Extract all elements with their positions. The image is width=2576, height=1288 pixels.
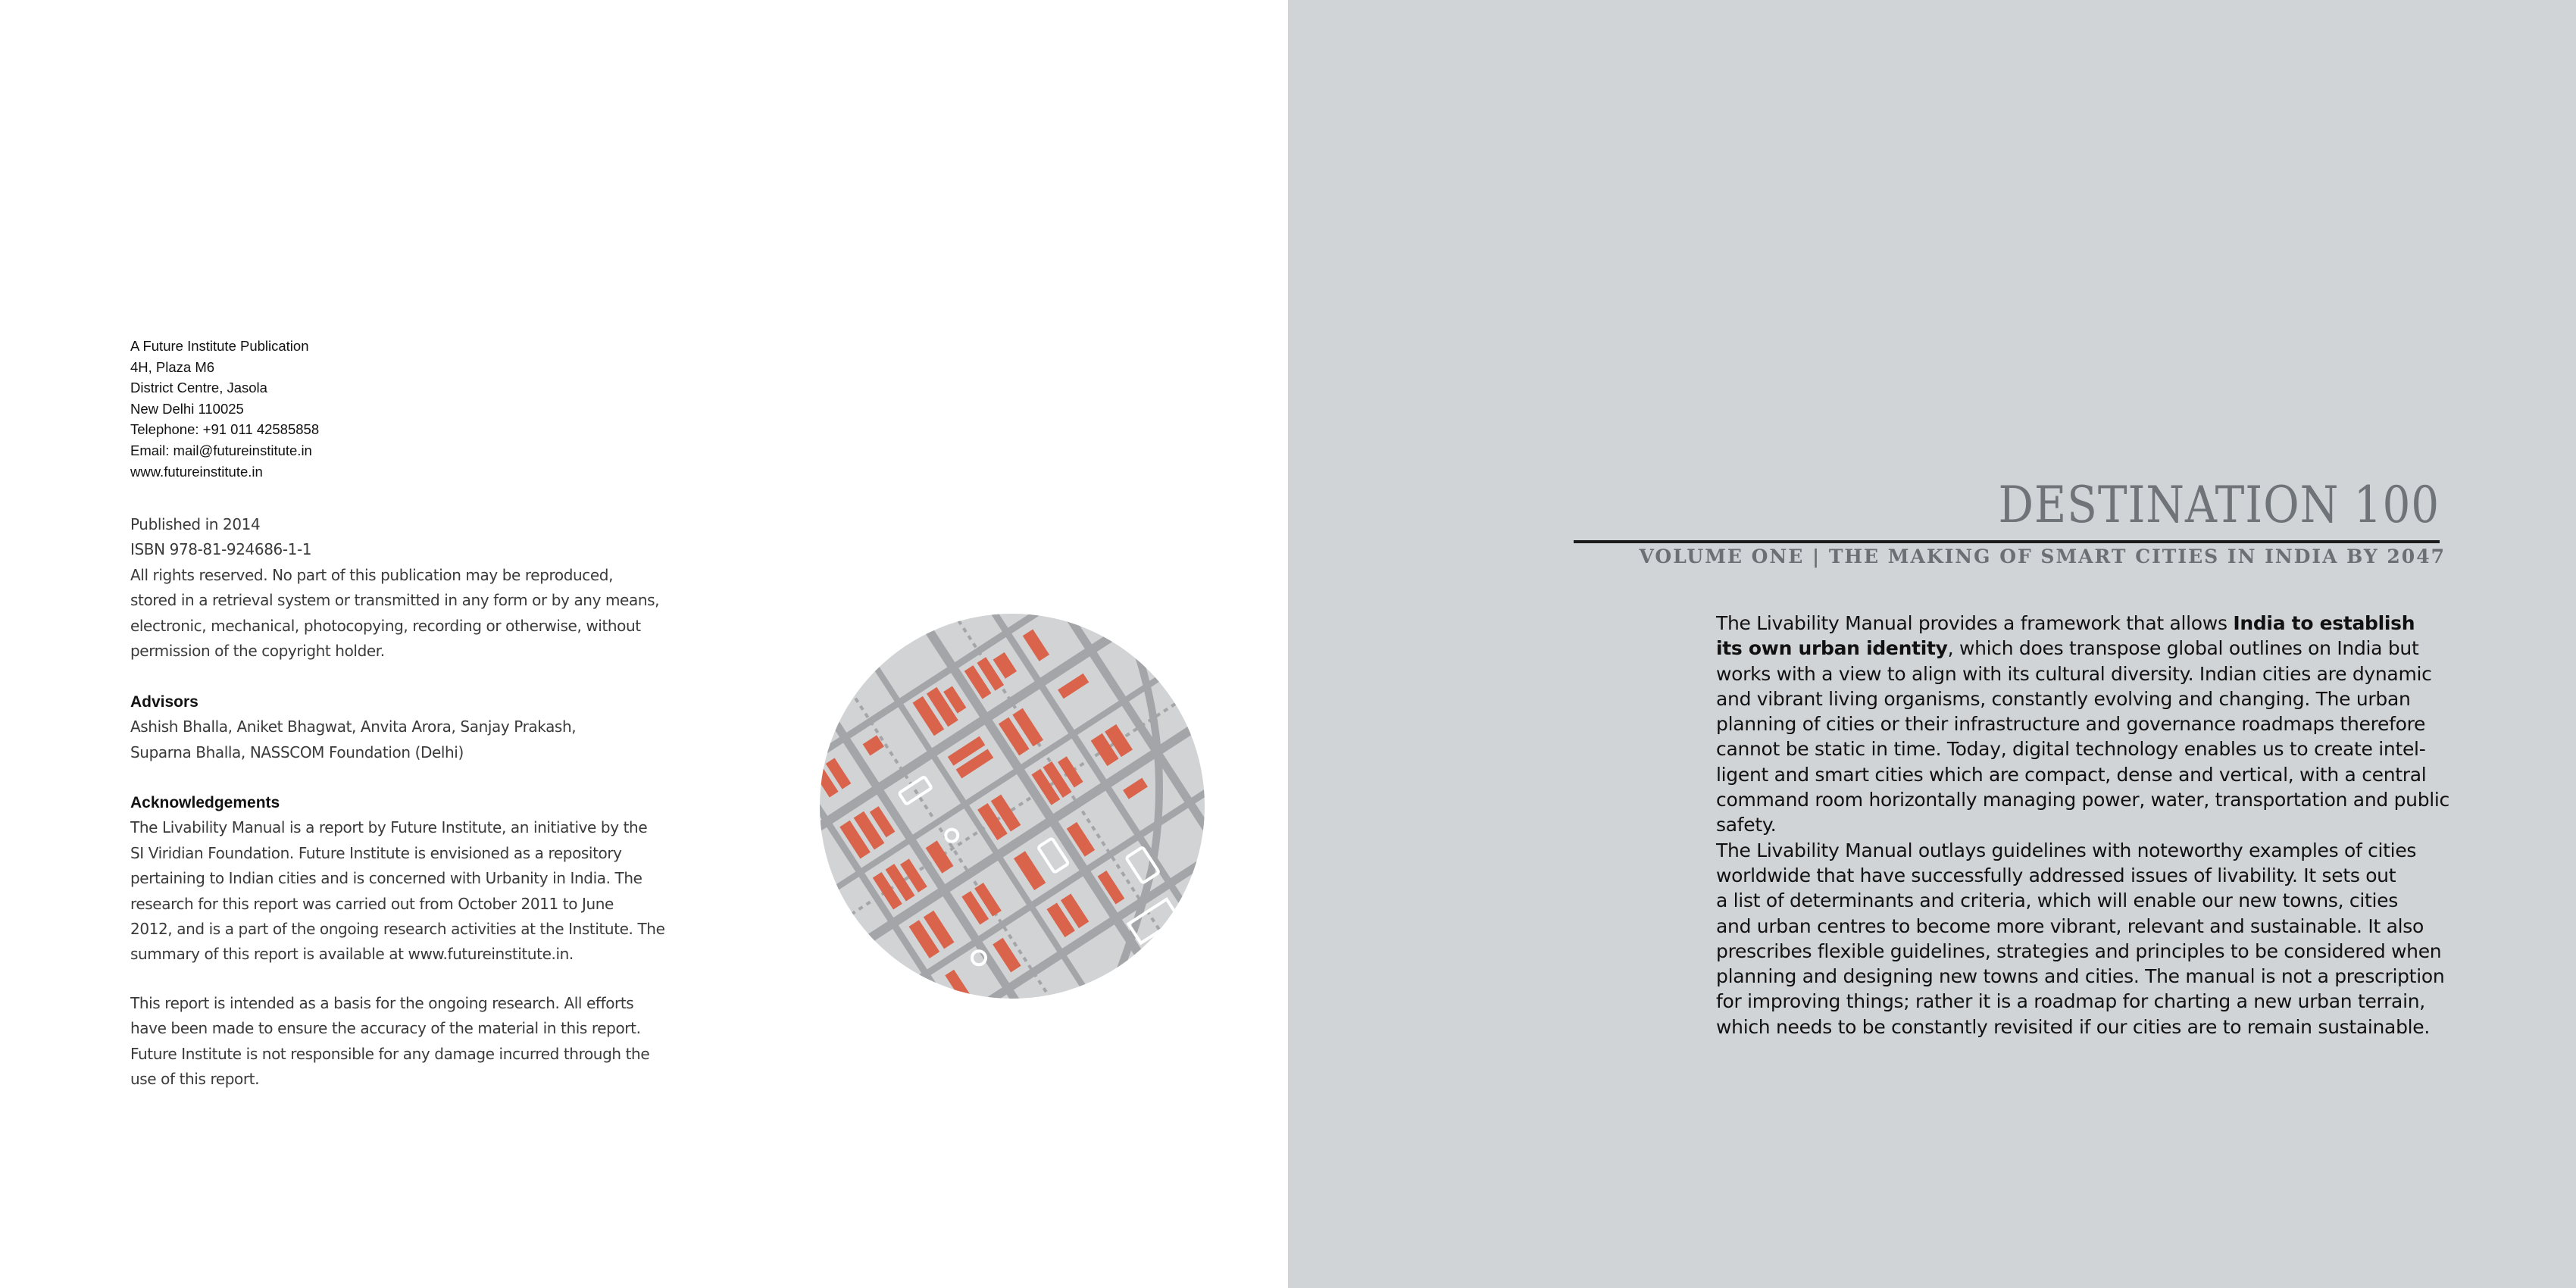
acknowledgements-line: The Livability Manual is a report by Future Institute, an initiative by the bbox=[130, 818, 648, 837]
intro-line: which needs to be constantly revisited if our cities are to remain sustainable. bbox=[1716, 1015, 2431, 1038]
publisher-website: www.futureinstitute.in bbox=[130, 463, 263, 480]
acknowledgements-section bbox=[130, 790, 691, 968]
disclaimer-section bbox=[130, 991, 691, 1093]
intro-line bbox=[1716, 611, 2474, 636]
publisher-line: New Delhi 110025 bbox=[130, 400, 244, 417]
publisher-email: Email: mail@futureinstitute.in bbox=[130, 442, 312, 458]
published-year: Published in 2014 bbox=[130, 515, 261, 533]
disclaimer-line: This report is intended as a basis for the ongoing research. All efforts bbox=[130, 994, 634, 1012]
intro-text bbox=[1716, 611, 2474, 1039]
intro-line: prescribes flexible guidelines, strategies and principles to be considered when bbox=[1716, 939, 2442, 962]
title-divider bbox=[1574, 540, 2440, 543]
advisors-heading: Advisors bbox=[130, 693, 199, 711]
publisher-line: A Future Institute Publication bbox=[130, 338, 309, 354]
acknowledgements-line: pertaining to Indian cities and is concerned with Urbanity in India. The bbox=[130, 869, 642, 888]
disclaimer-line: use of this report. bbox=[130, 1070, 260, 1089]
intro-line: and vibrant living organisms, constantly evolving and changing. The urban bbox=[1716, 687, 2411, 710]
publisher-address bbox=[130, 336, 661, 482]
intro-line: for improving things; rather it is a roadmap for charting a new urban terrain, bbox=[1716, 990, 2425, 1013]
intro-line: a list of determinants and criteria, which will enable our new towns, cities bbox=[1716, 889, 2398, 912]
intro-line: and urban centres to become more vibrant, relevant and sustainable. It also bbox=[1716, 914, 2424, 937]
intro-line: planning and designing new towns and cities. The manual is not a prescription bbox=[1716, 965, 2445, 988]
acknowledgements-line: research for this report was carried out from October 2011 to June bbox=[130, 894, 614, 913]
city-map-icon bbox=[818, 612, 1206, 1000]
acknowledgements-heading: Acknowledgements bbox=[130, 794, 280, 811]
rights-line: electronic, mechanical, photocopying, recording or otherwise, without bbox=[130, 616, 641, 635]
advisors-line: Ashish Bhalla, Aniket Bhagwat, Anvita Arora, Sanjay Prakash, bbox=[130, 717, 577, 736]
intro-line: ligent and smart cities which are compact, dense and vertical, with a central bbox=[1716, 763, 2427, 786]
intro-line: safety. bbox=[1716, 814, 1777, 836]
intro-emphasis: its own urban identity bbox=[1716, 637, 1948, 660]
book-subtitle: VOLUME ONE | THE MAKING OF SMART CITIES IN INDIA BY 2047 bbox=[1639, 546, 2446, 567]
acknowledgements-line: summary of this report is available at www.futureinstitute.in. bbox=[130, 945, 574, 964]
advisors-section bbox=[130, 689, 691, 765]
rights-line: stored in a retrieval system or transmitted in any form or by any means, bbox=[130, 591, 660, 610]
intro-line: planning of cities or their infrastructure and governance roadmaps therefore bbox=[1716, 713, 2426, 736]
book-title: DESTINATION 100 bbox=[1998, 476, 2440, 534]
intro-line bbox=[1716, 636, 2474, 661]
rights-line: permission of the copyright holder. bbox=[130, 642, 385, 661]
city-map-illustration bbox=[818, 612, 1206, 1000]
intro-line: command room horizontally managing power, water, transportation and public bbox=[1716, 789, 2449, 811]
intro-line: worldwide that have successfully addressed issues of livability. It sets out bbox=[1716, 864, 2396, 886]
publisher-line: 4H, Plaza M6 bbox=[130, 358, 215, 375]
intro-line-end: , which does transpose global outlines on India but bbox=[1947, 637, 2419, 660]
disclaimer-line: Future Institute is not responsible for any damage incurred through the bbox=[130, 1044, 650, 1063]
intro-line: cannot be static in time. Today, digital technology enables us to create intel- bbox=[1716, 738, 2426, 761]
intro-line-start: The Livability Manual provides a framework that allows bbox=[1716, 612, 2234, 634]
acknowledgements-line: SI Viridian Foundation. Future Institute is envisioned as a repository bbox=[130, 843, 622, 862]
intro-emphasis: India to establish bbox=[2233, 612, 2415, 634]
intro-line: The Livability Manual outlays guidelines with noteworthy examples of cities bbox=[1716, 839, 2417, 861]
intro-line: works with a view to align with its cultural diversity. Indian cities are dynamic bbox=[1716, 662, 2432, 685]
rights-line: All rights reserved. No part of this publication may be reproduced, bbox=[130, 565, 614, 584]
disclaimer-line: have been made to ensure the accuracy of the material in this report. bbox=[130, 1019, 641, 1038]
advisors-line: Suparna Bhalla, NASSCOM Foundation (Delhi) bbox=[130, 742, 464, 761]
publication-rights bbox=[130, 512, 676, 664]
publisher-line: District Centre, Jasola bbox=[130, 380, 267, 396]
publisher-telephone: Telephone: +91 011 42585858 bbox=[130, 421, 320, 438]
isbn: ISBN 978-81-924686-1-1 bbox=[130, 540, 312, 559]
acknowledgements-line: 2012, and is a part of the ongoing research activities at the Institute. The bbox=[130, 920, 665, 939]
